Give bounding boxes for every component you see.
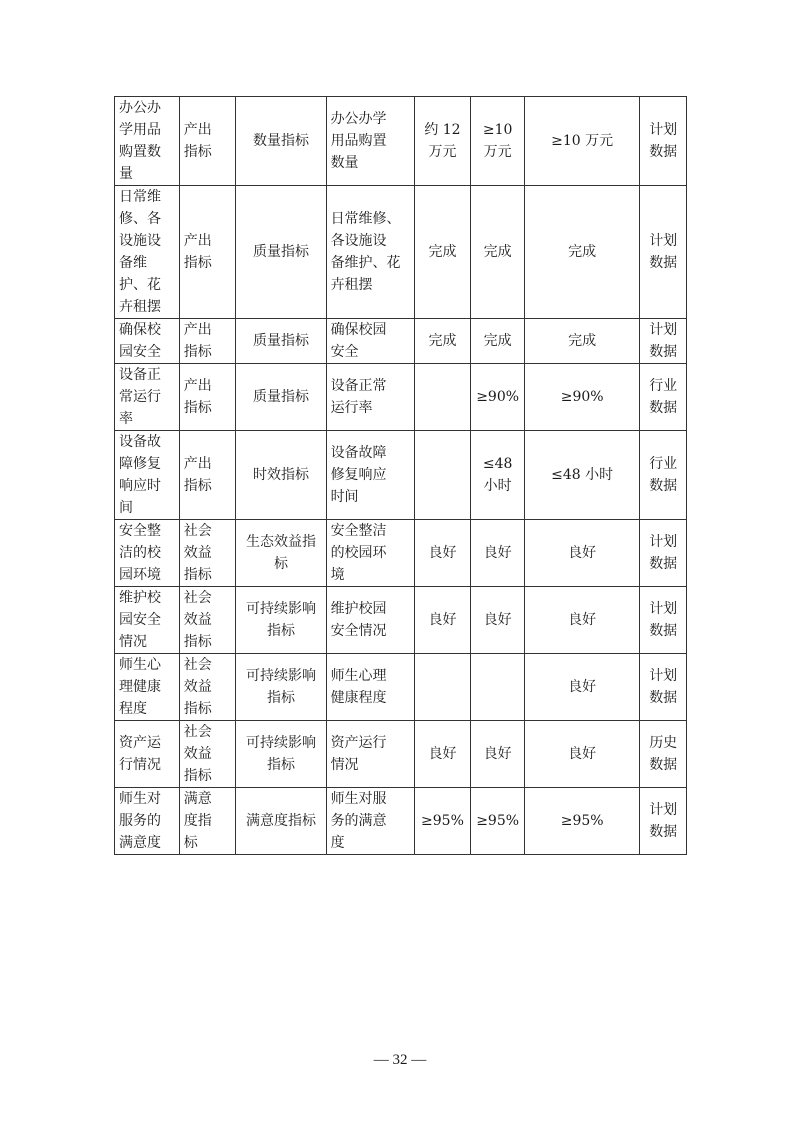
- target-value-cell: 完成: [524, 186, 639, 319]
- value-cell: ≥10 万元: [471, 97, 525, 186]
- level1-indicator-cell: 产出 指标: [179, 364, 236, 431]
- target-value-cell: 良好: [524, 721, 639, 788]
- table-row: [115, 788, 687, 855]
- level3-indicator-cell: 安全整洁 的校园环 境: [326, 520, 414, 587]
- page-number: — 32 —: [373, 1052, 427, 1068]
- data-source-cell: 历史 数据: [640, 721, 687, 788]
- indicator-name-cell: 设备故 障修复 响应时 间: [115, 431, 180, 520]
- value-cell: 良好: [414, 721, 471, 788]
- level2-indicator-cell: 可持续影响 指标: [236, 721, 326, 788]
- level1-indicator-cell: 社会 效益 指标: [179, 721, 236, 788]
- value-cell: 良好: [471, 520, 525, 587]
- value-cell: 良好: [471, 587, 525, 654]
- level3-indicator-cell: 师生对服 务的满意 度: [326, 788, 414, 855]
- level2-indicator-cell: 质量指标: [236, 319, 326, 364]
- level1-indicator-cell: 产出 指标: [179, 431, 236, 520]
- data-source-cell: 计划 数据: [640, 788, 687, 855]
- target-value-cell: 良好: [524, 520, 639, 587]
- level1-indicator-cell: 产出 指标: [179, 97, 236, 186]
- data-source-cell: 计划 数据: [640, 319, 687, 364]
- table-row: [115, 364, 687, 431]
- value-cell: ≥95%: [414, 788, 471, 855]
- indicator-name-cell: 安全整 洁的校 园环境: [115, 520, 180, 587]
- value-cell: 良好: [414, 520, 471, 587]
- table-row: [115, 587, 687, 654]
- target-value-cell: ≥90%: [524, 364, 639, 431]
- target-value-cell: 良好: [524, 587, 639, 654]
- level3-indicator-cell: 办公办学 用品购置 数量: [326, 97, 414, 186]
- value-cell: ≤48 小时: [471, 431, 525, 520]
- table-row: [115, 186, 687, 319]
- target-value-cell: ≥10 万元: [524, 97, 639, 186]
- target-value-cell: 完成: [524, 319, 639, 364]
- level2-indicator-cell: 生态效益指 标: [236, 520, 326, 587]
- target-value-cell: ≤48 小时: [524, 431, 639, 520]
- value-cell: 约 12 万元: [414, 97, 471, 186]
- target-value-cell: 良好: [524, 654, 639, 721]
- indicator-name-cell: 师生对 服务的 满意度: [115, 788, 180, 855]
- table-row: [115, 319, 687, 364]
- indicator-name-cell: 办公办 学用品 购置数 量: [115, 97, 180, 186]
- indicator-name-cell: 设备正 常运行 率: [115, 364, 180, 431]
- data-source-cell: 计划 数据: [640, 186, 687, 319]
- value-cell: 完成: [471, 319, 525, 364]
- data-source-cell: 计划 数据: [640, 654, 687, 721]
- table-row: [115, 431, 687, 520]
- level2-indicator-cell: 质量指标: [236, 186, 326, 319]
- indicator-name-cell: 日常维 修、各 设施设 备维 护、花 卉租摆: [115, 186, 180, 319]
- data-source-cell: 行业 数据: [640, 431, 687, 520]
- value-cell: [471, 654, 525, 721]
- data-source-cell: 计划 数据: [640, 587, 687, 654]
- data-source-cell: 计划 数据: [640, 520, 687, 587]
- value-cell: 完成: [471, 186, 525, 319]
- level3-indicator-cell: 师生心理 健康程度: [326, 654, 414, 721]
- indicator-name-cell: 确保校 园安全: [115, 319, 180, 364]
- target-value-cell: ≥95%: [524, 788, 639, 855]
- level2-indicator-cell: 满意度指标: [236, 788, 326, 855]
- table-row: [115, 520, 687, 587]
- level3-indicator-cell: 设备正常 运行率: [326, 364, 414, 431]
- indicator-name-cell: 资产运 行情况: [115, 721, 180, 788]
- indicator-name-cell: 师生心 理健康 程度: [115, 654, 180, 721]
- data-source-cell: 行业 数据: [640, 364, 687, 431]
- value-cell: [414, 654, 471, 721]
- indicator-name-cell: 维护校 园安全 情况: [115, 587, 180, 654]
- table-row: [115, 97, 687, 186]
- value-cell: [414, 431, 471, 520]
- value-cell: 良好: [471, 721, 525, 788]
- level1-indicator-cell: 社会 效益 指标: [179, 520, 236, 587]
- level3-indicator-cell: 设备故障 修复响应 时间: [326, 431, 414, 520]
- level1-indicator-cell: 社会 效益 指标: [179, 587, 236, 654]
- value-cell: 完成: [414, 186, 471, 319]
- level2-indicator-cell: 可持续影响 指标: [236, 654, 326, 721]
- level1-indicator-cell: 社会 效益 指标: [179, 654, 236, 721]
- performance-indicator-table: [114, 96, 687, 855]
- value-cell: 良好: [414, 587, 471, 654]
- level1-indicator-cell: 产出 指标: [179, 319, 236, 364]
- level1-indicator-cell: 产出 指标: [179, 186, 236, 319]
- level2-indicator-cell: 质量指标: [236, 364, 326, 431]
- level3-indicator-cell: 日常维修、 各设施设 备维护、花 卉租摆: [326, 186, 414, 319]
- table-row: [115, 721, 687, 788]
- level2-indicator-cell: 数量指标: [236, 97, 326, 186]
- level1-indicator-cell: 满意 度指 标: [179, 788, 236, 855]
- level3-indicator-cell: 维护校园 安全情况: [326, 587, 414, 654]
- data-source-cell: 计划 数据: [640, 97, 687, 186]
- table-row: [115, 654, 687, 721]
- value-cell: [414, 364, 471, 431]
- level3-indicator-cell: 确保校园 安全: [326, 319, 414, 364]
- value-cell: ≥90%: [471, 364, 525, 431]
- value-cell: 完成: [414, 319, 471, 364]
- level2-indicator-cell: 时效指标: [236, 431, 326, 520]
- level3-indicator-cell: 资产运行 情况: [326, 721, 414, 788]
- level2-indicator-cell: 可持续影响 指标: [236, 587, 326, 654]
- value-cell: ≥95%: [471, 788, 525, 855]
